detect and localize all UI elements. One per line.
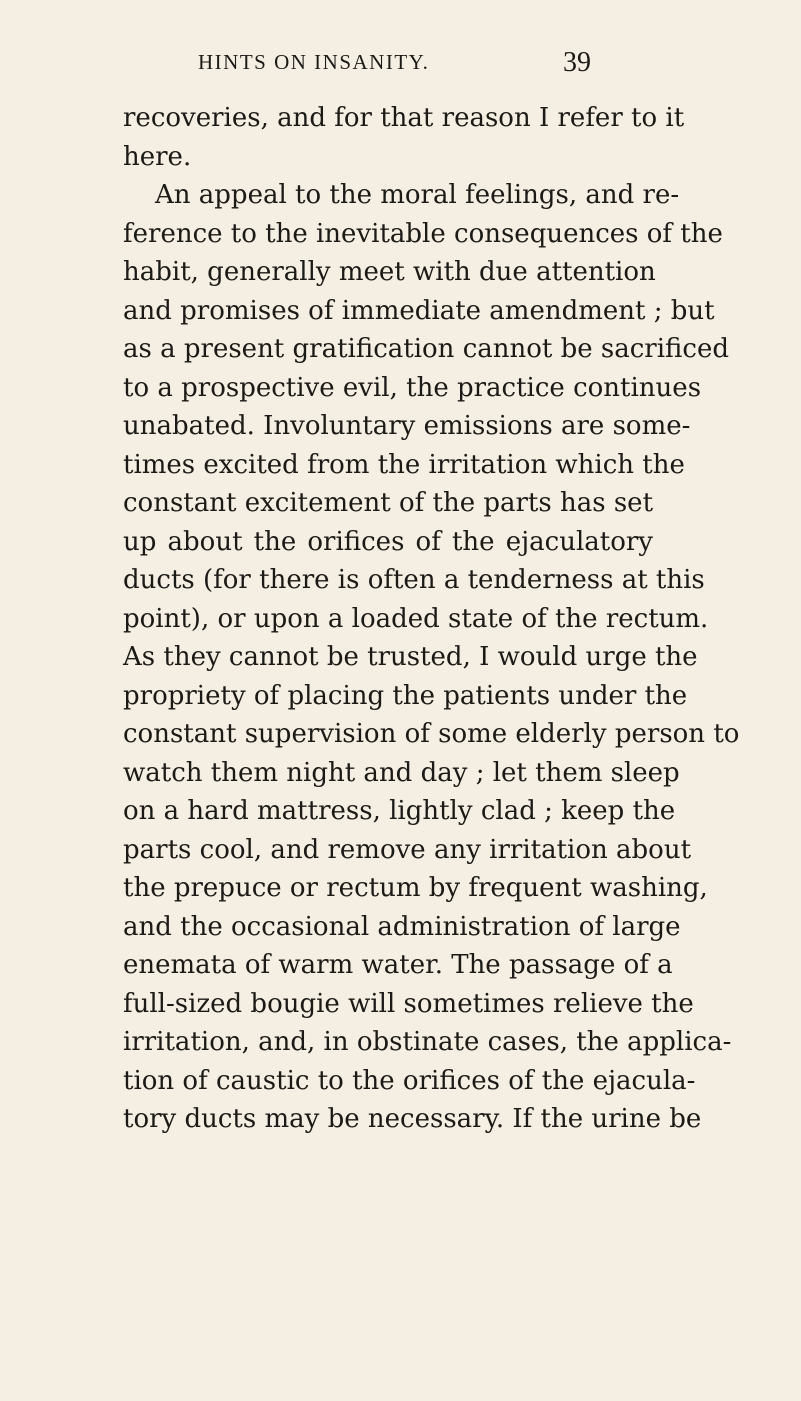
- text-line: tory ducts may be necessary. If the urine be: [123, 1104, 702, 1134]
- text-line: on a hard mattress, lightly clad ; keep the: [123, 796, 676, 826]
- text-line: enemata of warm water. The passage of a: [123, 950, 673, 980]
- running-head: [0, 47, 801, 84]
- text-line: parts cool, and remove any irritation about: [123, 834, 692, 865]
- text-line: As they cannot be trusted, I would urge the: [123, 642, 698, 672]
- body-text: [123, 99, 740, 1139]
- text-line: ference to the inevitable consequences of the: [123, 218, 723, 249]
- text-line: and the occasional administration of large: [123, 911, 681, 942]
- text-line: tion of caustic to the orifices of the ejacula-: [123, 1065, 696, 1096]
- text-line: here.: [123, 141, 192, 172]
- text-line: irritation, and, in obstinate cases, the applica-: [123, 1027, 732, 1057]
- text-line: full-sized bougie will sometimes relieve the: [123, 988, 694, 1019]
- text-line: unabated. Involuntary emissions are some-: [123, 411, 691, 441]
- text-line: watch them night and day ; let them sleep: [123, 757, 680, 788]
- text-line: to a prospective evil, the practice continues: [123, 372, 702, 403]
- running-title: HINTS ON INSANITY.: [198, 50, 430, 74]
- text-line: propriety of placing the patients under the: [123, 680, 688, 711]
- page-number: 39: [563, 47, 591, 78]
- text-line: and promises of immediate amendment ; but: [123, 295, 715, 326]
- text-line: as a present gratification cannot be sacrificed: [123, 334, 729, 364]
- text-line: constant excitement of the parts has set: [123, 488, 654, 518]
- text-line: point), or upon a loaded state of the rectum.: [123, 603, 709, 634]
- text-line: times excited from the irritation which the: [123, 449, 685, 480]
- text-line: up about the orifices of the ejaculatory: [123, 526, 653, 557]
- text-line: recoveries, and for that reason I refer to it: [123, 103, 685, 133]
- text-line: constant supervision of some elderly person to: [123, 719, 740, 749]
- text-line: the prepuce or rectum by frequent washing,: [123, 873, 708, 903]
- text-line: habit, generally meet with due attention: [123, 257, 656, 287]
- text-line: ducts (for there is often a tenderness at this: [123, 565, 705, 595]
- text-line: An appeal to the moral feelings, and re-: [155, 180, 680, 210]
